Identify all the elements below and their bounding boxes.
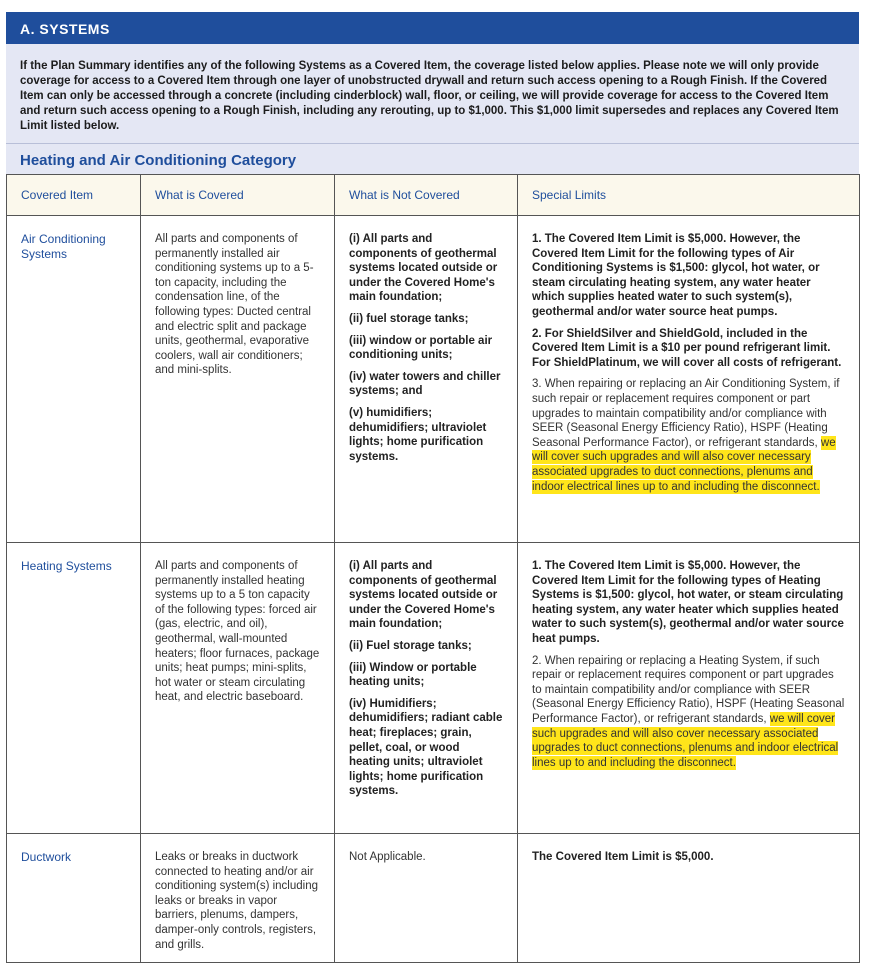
what-is-covered: Leaks or breaks in ductwork connected to heating and/or air conditioning system(s) including leaks or breaks in vapor barriers, plenums, dampers, damper-only controls, registers, and grills. — [141, 834, 335, 963]
limit-item — [532, 654, 845, 771]
exclusion-item: (iii) window or portable air conditioning units; — [349, 334, 493, 362]
systems-document — [6, 12, 859, 963]
col-header-covered-item: Covered Item — [7, 175, 141, 216]
special-limits — [518, 216, 860, 543]
intro-paragraph: If the Plan Summary identifies any of the following Systems as a Covered Item, the coverage listed below applies. Please note we will only provide coverage for access to a Covered Item through one layer of unobstructed drywall and return such access opening to a Rough Finish. If the Covered Item can only be accessed through a concrete (including cinderblock) wall, floor, or ceiling, we will provide coverage for access to the Covered Item and return such access opening to a Rough Finish, including any rerouting, up to $1,000. This $1,000 limit supersedes and replaces any Covered Item Limit listed below. — [6, 44, 859, 143]
covered-item-name: Ductwork — [7, 834, 141, 963]
exclusion-item: (ii) fuel storage tanks; — [349, 312, 469, 325]
table-row — [7, 543, 860, 834]
covered-item-name: Air Conditioning Systems — [7, 216, 141, 543]
what-is-not-covered — [335, 216, 518, 543]
limit-text: 3. When repairing or replacing an Air Conditioning System, if such repair or replacement requires component or part upgrades to maintain compatibility and/or compliance with SEER (Seasonal Energy Efficiency Ratio), HSPF (Heating Seasonal Performance Factor), or refrigerant standards, — [532, 378, 840, 449]
exclusion-item: (i) All parts and components of geothermal systems located outside or under the Covered Home's main foundation; — [349, 233, 498, 304]
exclusion-item: Not Applicable. — [349, 851, 426, 863]
special-limits — [518, 543, 860, 834]
table-row — [7, 216, 860, 543]
table-row — [7, 834, 860, 963]
what-is-covered: All parts and components of permanently installed air conditioning systems up to a 5-ton capacity, including the condensation line, of the following types: Ducted central and electric split and package units, geothermal, evaporative coolers, wall air conditioners; and mini-splits. — [141, 216, 335, 543]
exclusion-item: (iii) Window or portable heating units; — [349, 661, 477, 689]
col-header-what-is-not-covered: What is Not Covered — [335, 175, 518, 216]
limit-item: The Covered Item Limit is $5,000. — [532, 851, 714, 863]
col-header-what-is-covered: What is Covered — [141, 175, 335, 216]
table-header-row — [7, 175, 860, 216]
limit-item: 2. For ShieldSilver and ShieldGold, included in the Covered Item Limit is a $10 per pound refrigerant limit. For ShieldPlatinum, we will cover all costs of refrigerant. — [532, 327, 842, 369]
covered-item-name: Heating Systems — [7, 543, 141, 834]
col-header-special-limits: Special Limits — [518, 175, 860, 216]
limit-item: 1. The Covered Item Limit is $5,000. However, the Covered Item Limit for the following types of Heating Systems is $1,500: glycol, hot water, or steam circulating heating system, any water heater which supplies heated water to such system(s), geothermal and/or water source heat pumps. — [532, 560, 844, 645]
highlighted-text: we will cover such upgrades and will also cover necessary associated upgrades to duct connections, plenums and indoor electrical lines up to and including the disconnect. — [532, 436, 836, 493]
limit-item: 1. The Covered Item Limit is $5,000. However, the Covered Item Limit for the following types of Air Conditioning Systems is $1,500: glycol, hot water, or steam circulating heating system, any water heater which supplies heated water to such system(s), geothermal and/or water source heat pumps. — [532, 233, 820, 318]
exclusion-item: (i) All parts and components of geothermal systems located outside or under the Covered Home's main foundation; — [349, 560, 498, 631]
section-title: A. SYSTEMS — [6, 12, 859, 44]
what-is-not-covered — [335, 834, 518, 963]
special-limits — [518, 834, 860, 963]
exclusion-item: (v) humidifiers; dehumidifiers; ultraviolet lights; home purification systems. — [349, 406, 487, 463]
highlighted-text: we will cover such upgrades and will also cover necessary associated upgrades to duct connections, plenums and indoor electrical lines up to and including the disconnect. — [532, 712, 839, 769]
exclusion-item: (iv) Humidifiers; dehumidifiers; radiant cable heat; fireplaces; grain, pellet, coal, or wood heating units; ultraviolet lights; home purification systems. — [349, 697, 503, 798]
limit-item — [532, 377, 845, 494]
coverage-table — [6, 174, 860, 963]
what-is-not-covered — [335, 543, 518, 834]
exclusion-item: (ii) Fuel storage tanks; — [349, 639, 472, 652]
what-is-covered: All parts and components of permanently installed heating systems up to a 5 ton capacity of the following types: forced air (gas, electric, and oil), geothermal, wall-mounted heaters; floor furnaces, package units; heat pumps; mini-splits, hot water or steam circulating heat, and electric baseboard. — [141, 543, 335, 834]
category-title: Heating and Air Conditioning Category — [6, 143, 859, 174]
limit-text: 2. When repairing or replacing a Heating System, if such repair or replacement requires component or part upgrades to maintain compatibility and/or compliance with SEER (Seasonal Energy Efficiency Ratio), HSPF (Heating Seasonal Performance Factor), or refrigerant standards, — [532, 654, 845, 725]
exclusion-item: (iv) water towers and chiller systems; and — [349, 370, 501, 398]
